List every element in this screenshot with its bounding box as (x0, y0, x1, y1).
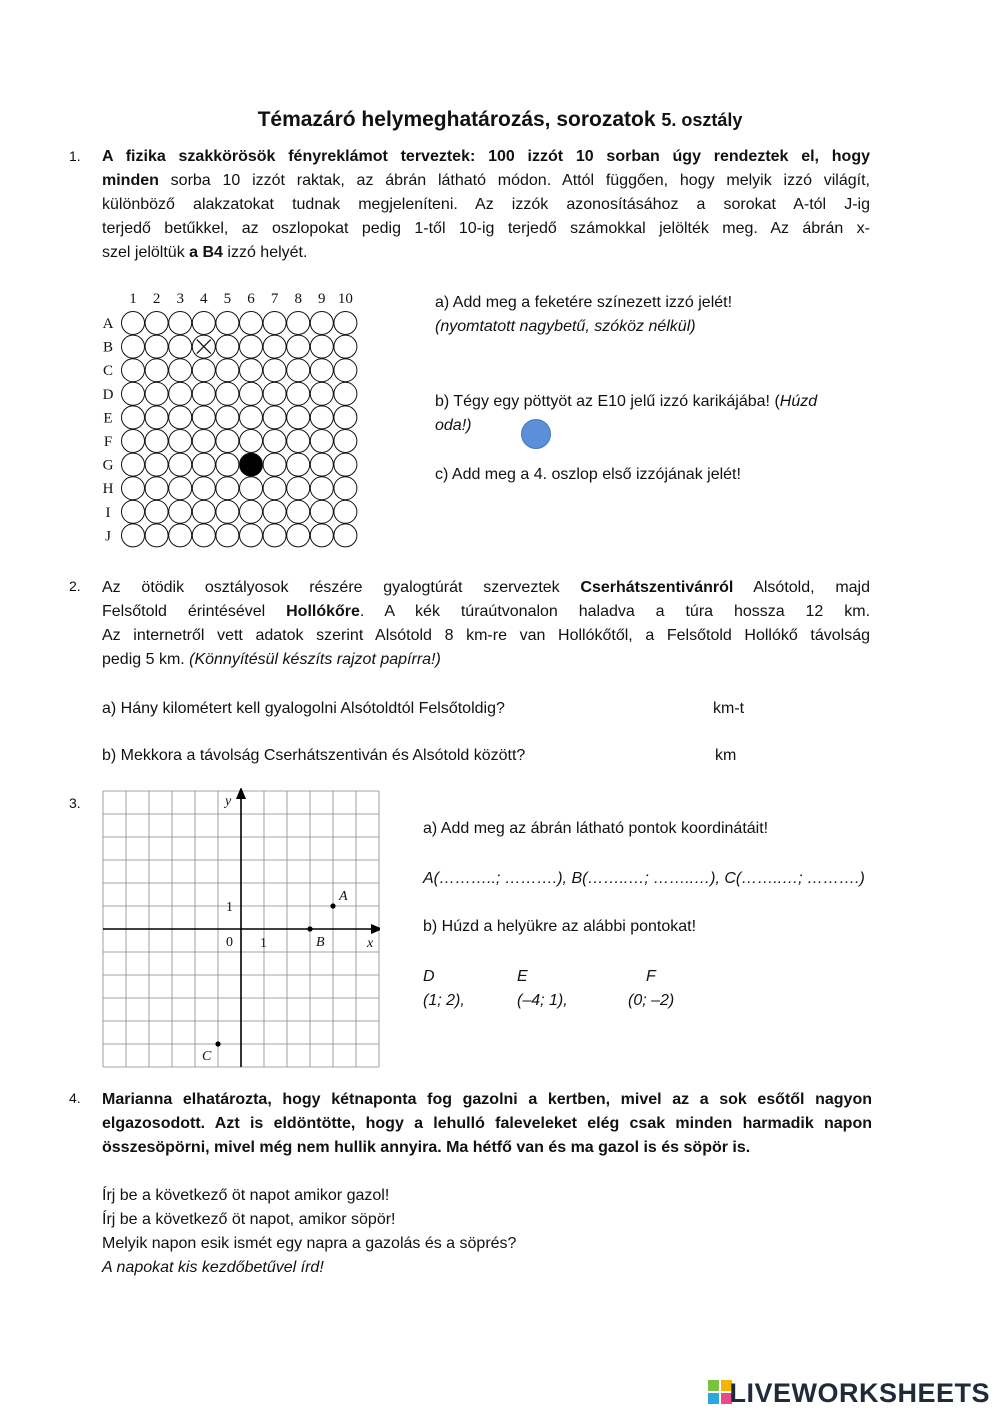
bulb-I5[interactable] (216, 500, 239, 523)
q3-pt-coord-d: (1; 2), (423, 992, 465, 1009)
bulb-B5[interactable] (216, 335, 239, 358)
x-axis-label: x (367, 936, 374, 951)
bulb-G8[interactable] (287, 453, 310, 476)
q2-l1-b: Alsótold, majd (733, 579, 870, 596)
bulb-H2[interactable] (145, 477, 168, 500)
q4-task-3: Melyik napon esik ismét egy napra a gazolás és a söprés? (102, 1235, 517, 1252)
col-label-5: 5 (223, 291, 232, 307)
q2-number: 2. (69, 578, 81, 594)
bulb-G9[interactable] (310, 453, 333, 476)
q2-line3: Az internetről vett adatok szerint Alsótold 8 km-re van Hollókőtől, a Felsőtold Hollókő távolság (102, 627, 870, 644)
page-title (0, 108, 1000, 132)
bulb-E5[interactable] (216, 406, 239, 429)
bulb-H3[interactable] (169, 477, 192, 500)
bulb-I4[interactable] (192, 500, 215, 523)
q2-line4 (102, 648, 870, 672)
q3-pt-label-f: F (646, 968, 656, 985)
q4-bold-l1: Marianna elhatározta, hogy kétnaponta fog gazolni a kertben, mivel az a sok esőtől nagyon (102, 1091, 872, 1108)
bulb-B1[interactable] (122, 335, 145, 358)
bulb-C9[interactable] (310, 359, 333, 382)
point-A (330, 903, 335, 908)
bulb-I6[interactable] (240, 500, 263, 523)
row-label-E: E (103, 410, 113, 427)
bulb-F3[interactable] (169, 430, 192, 453)
bulb-H6[interactable] (240, 477, 263, 500)
col-label-7: 7 (270, 291, 279, 307)
bulb-F10[interactable] (334, 430, 357, 453)
bulb-H9[interactable] (310, 477, 333, 500)
bulb-I7[interactable] (263, 500, 286, 523)
bulb-C8[interactable] (287, 359, 310, 382)
bulb-B2[interactable] (145, 335, 168, 358)
bulb-J9[interactable] (310, 524, 333, 547)
col-label-6: 6 (247, 291, 255, 307)
y-axis-arrow (236, 788, 246, 799)
q4-bold-l2: elgazosodott. Azt is eldöntötte, hogy a lehulló faleveleket elég csak minden harmadik napon (102, 1115, 872, 1132)
bulb-E10[interactable] (334, 406, 357, 429)
y-axis-label: y (225, 794, 232, 809)
q1-a-hint: (nyomtatott nagybetű, szóköz nélkül) (435, 318, 696, 335)
q3-a-fill: A(………..; ……….), B(……..…; ……..…), C(……..…; ……….) (423, 870, 865, 887)
point-label-A: A (339, 889, 348, 904)
q2-text (102, 576, 870, 672)
q2-l1-bold: Cserhátszentivánról (580, 579, 734, 596)
row-label-F: F (103, 434, 113, 450)
q2-l2-bold: Hollókőre (286, 603, 360, 620)
q4-number: 4. (69, 1090, 81, 1106)
q1-line5-b: izzó helyét. (222, 244, 308, 261)
q1-line5 (102, 241, 870, 265)
q3-pt-label-e: E (517, 968, 528, 985)
q3-a-text: a) Add meg az ábrán látható pontok koordinátáit! (423, 820, 769, 837)
q1-line5-a: szel jelöltük (102, 244, 190, 261)
bulb-C5[interactable] (216, 359, 239, 382)
bulb-J8[interactable] (287, 524, 310, 547)
bulb-F6[interactable] (240, 430, 263, 453)
title-grade: 5. osztály (661, 110, 743, 130)
bulb-J3[interactable] (169, 524, 192, 547)
row-label-H: H (102, 481, 114, 498)
col-label-1: 1 (129, 291, 137, 307)
q4-tasks (102, 1184, 872, 1280)
q1-c-text: c) Add meg a 4. oszlop első izzójának jelét! (435, 466, 741, 483)
bulb-B3[interactable] (169, 335, 192, 358)
bulb-E6[interactable] (240, 406, 263, 429)
bulb-J1[interactable] (122, 524, 145, 547)
q2-l1-a: Az ötödik osztályosok részére gyalogtúrát szerveztek (102, 579, 581, 596)
bulb-D5[interactable] (216, 382, 239, 405)
bulb-J10[interactable] (334, 524, 357, 547)
bulb-D6[interactable] (240, 382, 263, 405)
q2-line1 (102, 576, 870, 600)
bulb-D10[interactable] (334, 382, 357, 405)
bulb-I10[interactable] (334, 500, 357, 523)
bulb-E7[interactable] (263, 406, 286, 429)
row-label-C: C (102, 363, 114, 380)
bulb-A3[interactable] (169, 312, 192, 335)
q3-pt-coord-f: (0; –2) (628, 992, 675, 1009)
q2-l4-a: pedig 5 km. (102, 651, 190, 668)
bulb-B9[interactable] (310, 335, 333, 358)
bulb-E2[interactable] (145, 406, 168, 429)
q1-b-text (435, 393, 817, 411)
col-label-2: 2 (152, 291, 161, 307)
col-label-4: 4 (200, 291, 208, 307)
bulb-A6[interactable] (240, 312, 263, 335)
bulb-F8[interactable] (287, 430, 310, 453)
bulb-F1[interactable] (122, 430, 145, 453)
q1-a-text: a) Add meg a feketére színezett izzó jelét! (435, 294, 733, 311)
bulb-F2[interactable] (145, 430, 168, 453)
q1-number: 1. (69, 148, 81, 164)
bulb-F9[interactable] (310, 430, 333, 453)
q2-l4-it: (Könnyítésül készíts rajzot papírra!) (189, 651, 441, 668)
q1-b-hint-2: oda!) (435, 417, 472, 434)
q1-line5-bold: a B4 (189, 244, 223, 261)
bulb-A9[interactable] (310, 312, 333, 335)
point-label-C: C (202, 1049, 212, 1064)
bulb-C4[interactable] (192, 359, 215, 382)
point-C (215, 1041, 220, 1046)
q1-line2 (102, 169, 870, 193)
bulb-D2[interactable] (145, 382, 168, 405)
point-label-B: B (316, 935, 325, 950)
origin-label: 0 (226, 935, 233, 950)
col-label-3: 3 (176, 291, 184, 307)
liveworksheets-brand: LIVEWORKSHEETS (729, 1378, 990, 1408)
bulb-B8[interactable] (287, 335, 310, 358)
q1-line2-rest: sorba 10 izzót raktak, az ábrán látható módon. Attól függően, hogy melyik izzó világít, (158, 172, 870, 189)
y-tick-1: 1 (226, 900, 233, 915)
bulb-D8[interactable] (287, 382, 310, 405)
bulb-G4[interactable] (192, 453, 215, 476)
q3-number: 3. (69, 795, 81, 811)
bulb-I3[interactable] (169, 500, 192, 523)
q3-b-text: b) Húzd a helyükre az alábbi pontokat! (423, 918, 697, 935)
q2-line2 (102, 600, 870, 624)
bulb-G10[interactable] (334, 453, 357, 476)
q1-b-hint-1: Húzd (779, 393, 818, 410)
bulb-G6[interactable] (240, 453, 263, 476)
q4-task-1: Írj be a következő öt napot amikor gazol! (102, 1187, 390, 1204)
col-label-10: 10 (337, 291, 353, 307)
x-tick-1: 1 (260, 936, 267, 951)
bulb-I8[interactable] (287, 500, 310, 523)
bulb-I9[interactable] (310, 500, 333, 523)
bulb-C7[interactable] (263, 359, 286, 382)
bulb-D4[interactable] (192, 382, 215, 405)
bulb-A5[interactable] (216, 312, 239, 335)
bulb-H10[interactable] (334, 477, 357, 500)
bulb-E8[interactable] (287, 406, 310, 429)
bulb-I1[interactable] (122, 500, 145, 523)
bulb-C6[interactable] (240, 359, 263, 382)
q2-b-unit: km (715, 747, 737, 764)
bulb-A8[interactable] (287, 312, 310, 335)
q1-b-text-1: b) Tégy egy pöttyöt az E10 jelű izzó karikájába! ( (435, 393, 780, 410)
bulb-E4[interactable] (192, 406, 215, 429)
q1-line2-bold: minden (102, 172, 159, 189)
bulb-G1[interactable] (122, 453, 145, 476)
bulb-H7[interactable] (263, 477, 286, 500)
coordinate-grid (100, 788, 380, 1068)
bulb-A2[interactable] (145, 312, 168, 335)
bulb-J4[interactable] (192, 524, 215, 547)
bulb-C1[interactable] (122, 359, 145, 382)
row-label-G: G (102, 457, 114, 474)
bulb-A7[interactable] (263, 312, 286, 335)
q1-text (102, 145, 870, 265)
bulb-A1[interactable] (122, 312, 145, 335)
bulb-G3[interactable] (169, 453, 192, 476)
bulb-H4[interactable] (192, 477, 215, 500)
row-label-D: D (102, 386, 114, 403)
title-main: Témazáró helymeghatározás, sorozatok (257, 108, 656, 131)
row-label-A: A (102, 316, 114, 332)
q2-l2-b: . A kék túraútvonalon haladva a túra hossza 12 km. (359, 603, 871, 620)
bulb-C2[interactable] (145, 359, 168, 382)
bulb-E1[interactable] (122, 406, 145, 429)
q3-pt-coord-e: (–4; 1), (517, 992, 568, 1009)
bulb-E9[interactable] (310, 406, 333, 429)
draggable-dot[interactable] (521, 419, 551, 449)
bulb-J2[interactable] (145, 524, 168, 547)
q1-line4: terjedő betűkkel, az oszlopokat pedig 1-től 10-ig terjedő számokkal jelölték meg. Az ábrán x- (102, 220, 870, 237)
q4-task-4: A napokat kis kezdőbetűvel írd! (102, 1259, 324, 1276)
bulb-H5[interactable] (216, 477, 239, 500)
bulb-G5[interactable] (216, 453, 239, 476)
q4-bold-l3: összesöpörni, mivel még nem hullik annyira. Ma hétfő van és ma gazol is és söpör is. (102, 1139, 751, 1156)
bulb-A10[interactable] (334, 312, 357, 335)
q4-bold-text (102, 1088, 872, 1160)
liveworksheets-logo-icon (708, 1380, 732, 1404)
bulb-D7[interactable] (263, 382, 286, 405)
q3-pt-label-d: D (423, 968, 435, 985)
col-label-9: 9 (318, 291, 326, 307)
bulb-B7[interactable] (263, 335, 286, 358)
bulb-I2[interactable] (145, 500, 168, 523)
q2-l2-a: Felsőtold érintésével (102, 603, 287, 620)
row-label-J: J (105, 528, 111, 545)
row-label-I: I (105, 504, 111, 521)
bulb-F4[interactable] (192, 430, 215, 453)
row-label-B: B (102, 339, 114, 356)
q2-a-text: a) Hány kilométert kell gyalogolni Alsótoldtól Felsőtoldig? (102, 700, 505, 717)
bulb-G7[interactable] (263, 453, 286, 476)
bulb-D3[interactable] (169, 382, 192, 405)
bulb-G2[interactable] (145, 453, 168, 476)
bulb-B6[interactable] (240, 335, 263, 358)
bulb-A4[interactable] (192, 312, 215, 335)
bulb-E3[interactable] (169, 406, 192, 429)
q2-a-unit: km-t (713, 700, 745, 717)
bulb-D1[interactable] (122, 382, 145, 405)
q2-b-text: b) Mekkora a távolság Cserhátszentiván és Alsótold között? (102, 747, 526, 764)
bulb-B10[interactable] (334, 335, 357, 358)
bulb-J6[interactable] (240, 524, 263, 547)
point-B (307, 926, 312, 931)
q1-line3: különböző alakzatokat tudnak megjeleníteni. Az izzók azonosításához a sorokat A-tól J-ig (102, 196, 870, 213)
col-label-8: 8 (294, 291, 302, 307)
bulb-F7[interactable] (263, 430, 286, 453)
bulb-C10[interactable] (334, 359, 357, 382)
bulb-J5[interactable] (216, 524, 239, 547)
bulb-D9[interactable] (310, 382, 333, 405)
bulb-grid (95, 285, 375, 555)
bulb-F5[interactable] (216, 430, 239, 453)
q4-task-2: Írj be a következő öt napot, amikor söpör! (102, 1211, 396, 1228)
bulb-C3[interactable] (169, 359, 192, 382)
bulb-J7[interactable] (263, 524, 286, 547)
bulb-H1[interactable] (122, 477, 145, 500)
bulb-H8[interactable] (287, 477, 310, 500)
q1-line1: A fizika szakkörösök fényreklámot terveztek: 100 izzót 10 sorban úgy rendeztek el, hogy (102, 148, 870, 165)
